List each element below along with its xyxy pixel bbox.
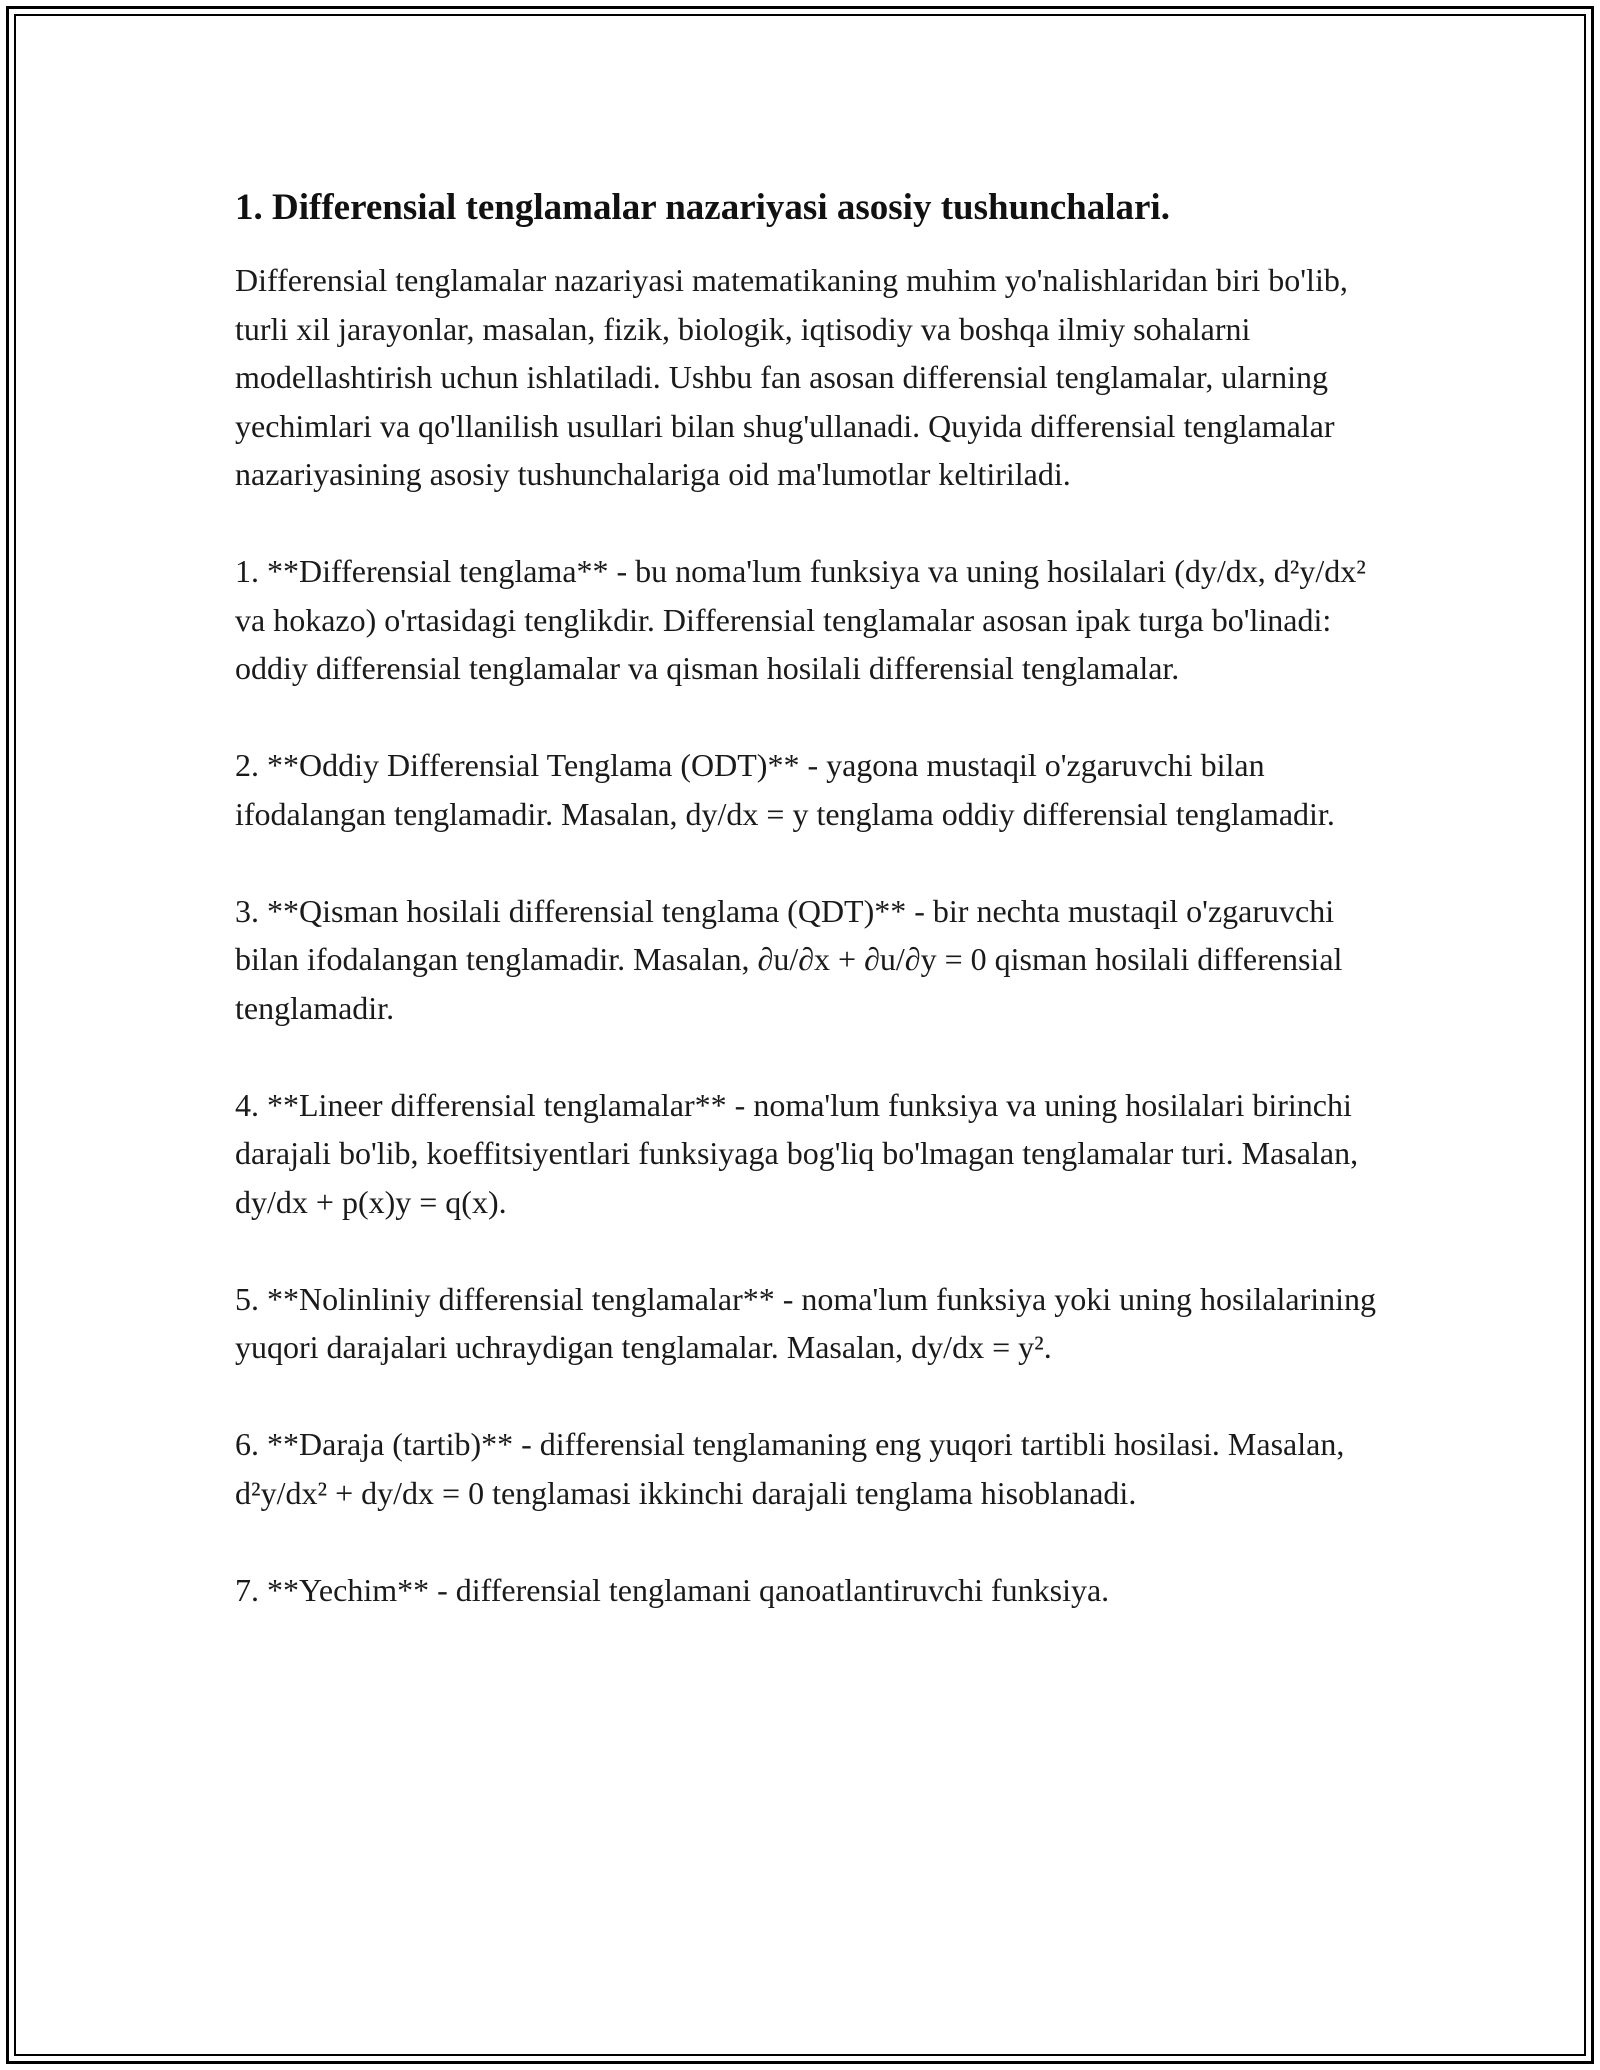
definition-linear: 4. **Lineer differensial tenglamalar** - noma'lum funksiya va uning hosilalari birinchi darajali bo'lib, koeffitsiyentlari funksiyaga bog'liq bo'lmagan tenglamalar turi. Masalan, dy/dx + p(x)y = q(x). xyxy=(235,1086,1359,1220)
definition-solution: 7. **Yechim** - differensial tenglamani qanoatlantiruvchi funksiya. xyxy=(235,1571,1110,1608)
definition-pde: 3. **Qisman hosilali differensial tenglama (QDT)** - bir nechta mustaqil o'zgaruvchi bilan ifodalangan tenglamadir. Masalan, ∂u/∂x + ∂u/∂y = 0 qisman hosilali differensial tenglamadir. xyxy=(235,892,1343,1026)
intro-paragraph: Differensial tenglamalar nazariyasi matematikaning muhim yo'nalishlaridan biri bo'lib, turli xil jarayonlar, masalan, fizik, biologik, iqtisodiy va boshqa ilmiy sohalarni modellashtirish uchun ishlatiladi. Ushbu fan asosan differensial tenglamalar, ularning yechimlari va qo'llanilish usullari bilan shug'ullanadi. Quyida differensial tenglamalar nazariyasining asosiy tushunchalariga oid ma'lumotlar keltiriladi. xyxy=(235,262,1348,492)
definition-nonlinear: 5. **Nolinliniy differensial tenglamalar** - noma'lum funksiya yoki uning hosilalarining yuqori darajalari uchraydigan tenglamalar. Masalan, dy/dx = y². xyxy=(235,1280,1376,1365)
definition-ode: 2. **Oddiy Differensial Tenglama (ODT)** - yagona mustaqil o'zgaruvchi bilan ifodalangan tenglamadir. Masalan, dy/dx = y tenglama oddiy differensial tenglamadir. xyxy=(235,747,1335,832)
document-body xyxy=(235,186,1385,1663)
definition-order: 6. **Daraja (tartib)** - differensial tenglamaning eng yuqori tartibli hosilasi. Masalan, d²y/dx² + dy/dx = 0 tenglamasi ikkinchi darajali tenglama hisoblanadi. xyxy=(235,1426,1345,1511)
section-heading: 1. Differensial tenglamalar nazariyasi asosiy tushunchalari. xyxy=(235,187,1170,228)
definition-differential-equation: 1. **Differensial tenglama** - bu noma'lum funksiya va uning hosilalari (dy/dx, d²y/dx² va hokazo) o'rtasidagi tenglikdir. Differensial tenglamalar asosan ipak turga bo'linadi: oddiy differensial tenglamalar va qisman hosilali differensial tenglamalar. xyxy=(235,553,1366,686)
